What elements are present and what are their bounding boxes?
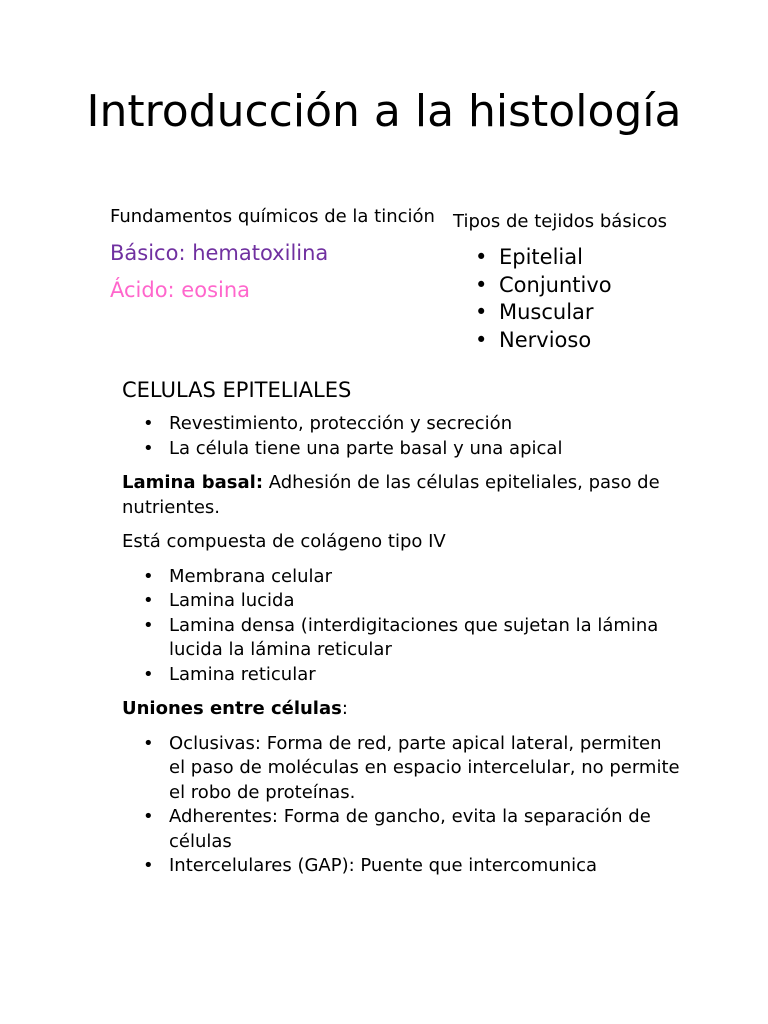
cell-junctions-colon: : (341, 698, 348, 719)
fundamentals-heading: Fundamentos químicos de la tinción (110, 206, 435, 227)
list-item: • Membrana celular (122, 565, 682, 590)
cell-junctions-list (122, 732, 682, 879)
list-item: • Adherentes: Forma de gancho, evita la separación de células (122, 805, 682, 854)
tissue-types-box (453, 210, 673, 354)
list-item: • La célula tiene una parte basal y una apical (122, 437, 682, 462)
basal-lamina-label: Lamina basal: (122, 472, 264, 493)
basal-lamina-paragraph (122, 471, 682, 520)
cell-junctions-label: Uniones entre células (122, 698, 342, 719)
cell-junctions-paragraph (122, 697, 682, 722)
list-item: • Revestimiento, protección y secreción (122, 412, 682, 437)
list-item: • Lamina densa (interdigitaciones que sujetan la lámina lucida la lámina reticular (122, 614, 682, 663)
list-item: • Lamina reticular (122, 663, 682, 688)
list-item: • Epitelial (453, 244, 673, 272)
list-item: • Conjuntivo (453, 272, 673, 300)
epithelial-section (122, 376, 682, 876)
list-item: • Oclusivas: Forma de red, parte apical lateral, permiten el paso de moléculas en espacio intercelular, no permite el robo de proteínas. (122, 732, 682, 806)
tissue-types-list (453, 244, 673, 354)
list-item: • Lamina lucida (122, 589, 682, 614)
composition-paragraph: Está compuesta de colágeno tipo IV (122, 531, 446, 552)
list-item: • Intercelulares (GAP): Puente que intercomunica (122, 854, 682, 879)
basal-lamina-text: Adhesión de las células epiteliales, paso de nutrientes. (122, 472, 660, 518)
tissue-types-heading: Tipos de tejidos básicos (453, 211, 667, 232)
list-item: • Nervioso (453, 327, 673, 355)
acid-stain-text: Ácido: eosina (110, 278, 251, 302)
staining-fundamentals (110, 205, 510, 304)
section-heading: CELULAS EPITELIALES (122, 378, 352, 402)
lamina-layers-list (122, 565, 682, 688)
basic-stain-text: Básico: hematoxilina (110, 241, 329, 265)
page-title: Introducción a la histología (86, 86, 682, 137)
list-item: • Muscular (453, 299, 673, 327)
epithelial-features-list (122, 412, 682, 461)
